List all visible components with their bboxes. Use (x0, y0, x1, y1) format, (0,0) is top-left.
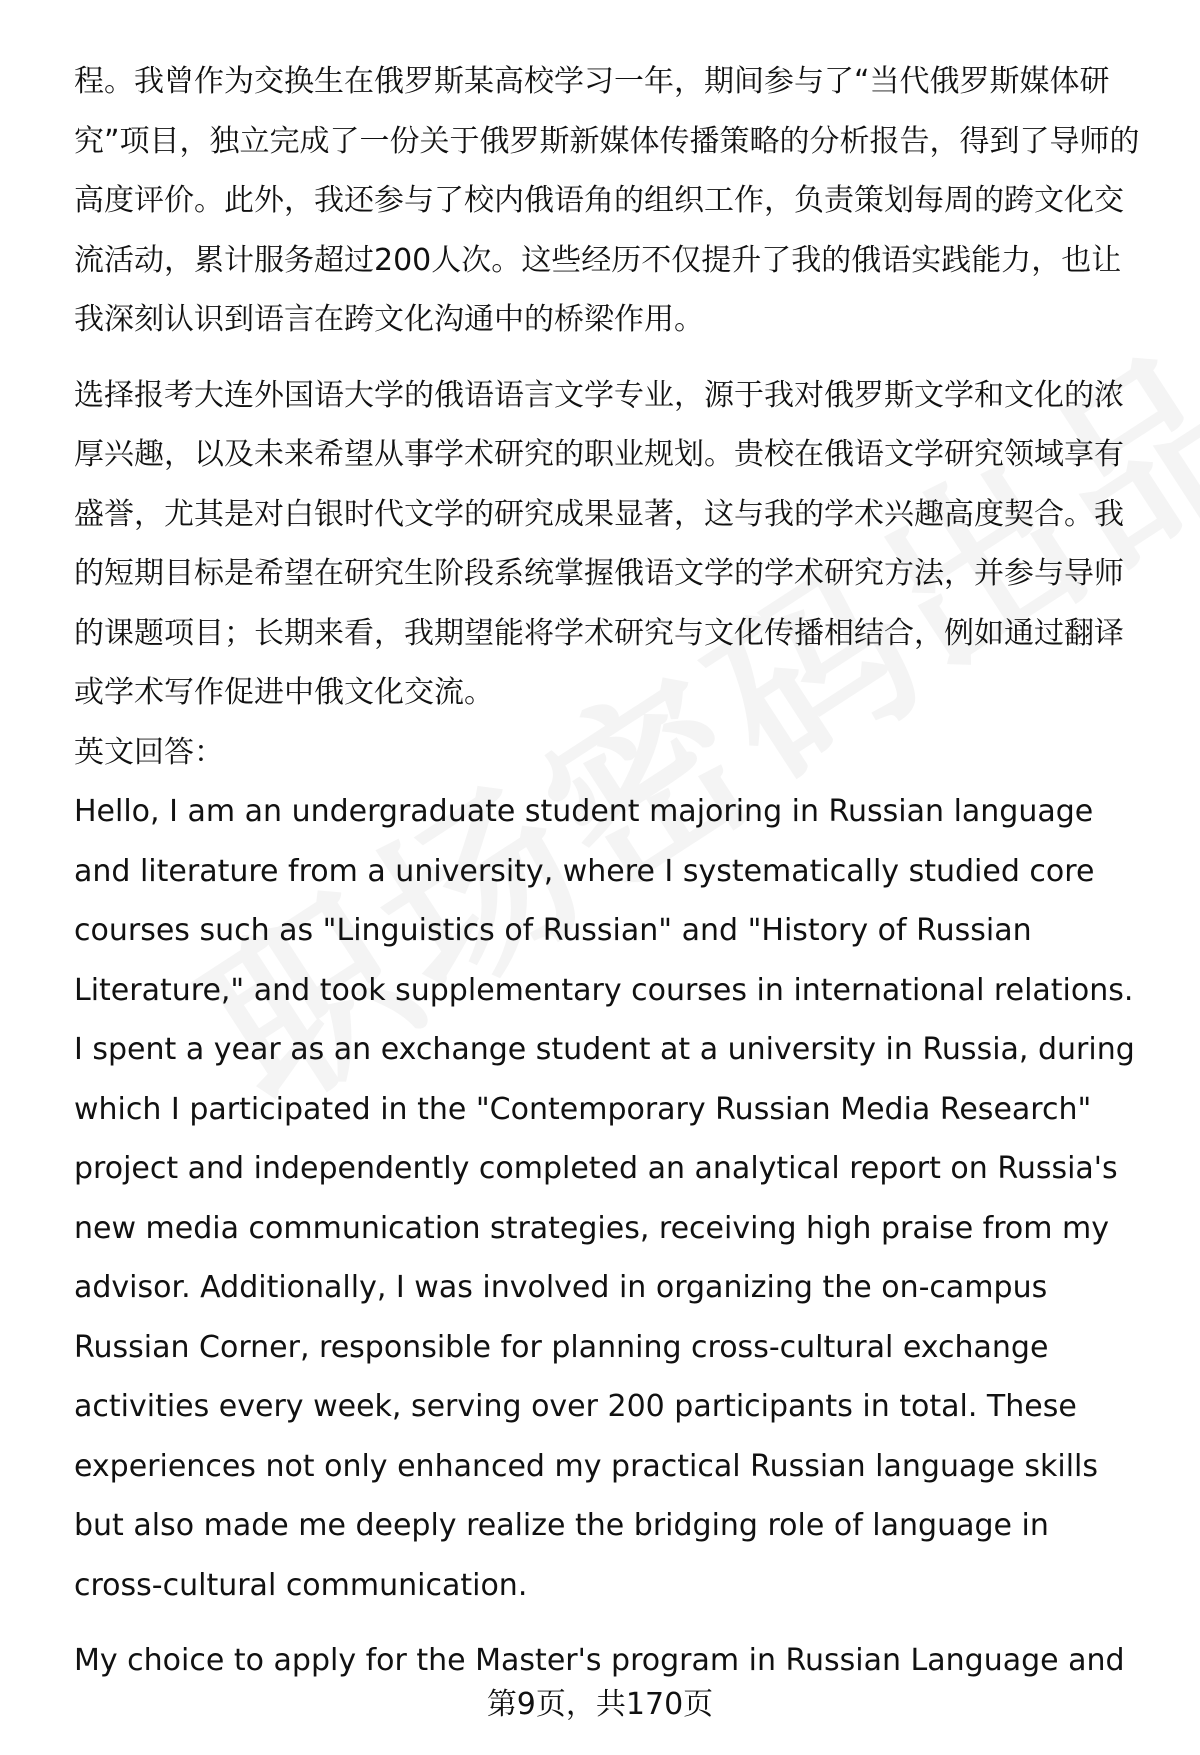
paragraph-en-2: My choice to apply for the Master's program in Russian Language and (74, 1643, 1125, 1678)
paragraph-en-1: Hello, I am an undergraduate student majoring in Russian language and literature from a university, where I systematically studied core courses such as "Linguistics of Russian" and "History of Russian Literature," and took supplementary courses in international relations. I spent a year as an exchange student at a university in Russia, during which I participated in the "Contemporary Russian Media Research" project and independently completed an analytical report on Russia's new media communication strategies, receiving high praise from my advisor. Additionally, I was involved in organizing the on-campus Russian Corner, responsible for planning cross-cultural exchange activities every week, serving over 200 participants in total. These experiences not only enhanced my practical Russian language skills but also made me deeply realize the bridging role of language in cross-cultural communication. (74, 794, 1135, 1603)
document-body (74, 52, 1144, 1691)
paragraph-cn-1: 程。我曾作为交换生在俄罗斯某高校学习一年，期间参与了“当代俄罗斯媒体研究”项目，独立完成了一份关于俄罗斯新媒体传播策略的分析报告，得到了导师的高度评价。此外，我还参与了校内俄语角的组织工作，负责策划每周的跨文化交流活动，累计服务超过200人次。这些经历不仅提升了我的俄语实践能力，也让我深刻认识到语言在跨文化沟通中的桥梁作用。 (74, 64, 1140, 337)
paragraph-cn-2: 选择报考大连外国语大学的俄语语言文学专业，源于我对俄罗斯文学和文化的浓厚兴趣，以及未来希望从事学术研究的职业规划。贵校在俄语文学研究领域享有盛誉，尤其是对白银时代文学的研究成果显著，这与我的学术兴趣高度契合。我的短期目标是希望在研究生阶段系统掌握俄语文学的学术研究方法，并参与导师的课题项目；长期来看，我期望能将学术研究与文化传播相结合，例如通过翻译或学术写作促进中俄文化交流。 (74, 377, 1124, 710)
english-answer-heading: 英文回答： (74, 734, 224, 770)
page-number-footer: 第9页，共170页 (486, 1687, 714, 1722)
